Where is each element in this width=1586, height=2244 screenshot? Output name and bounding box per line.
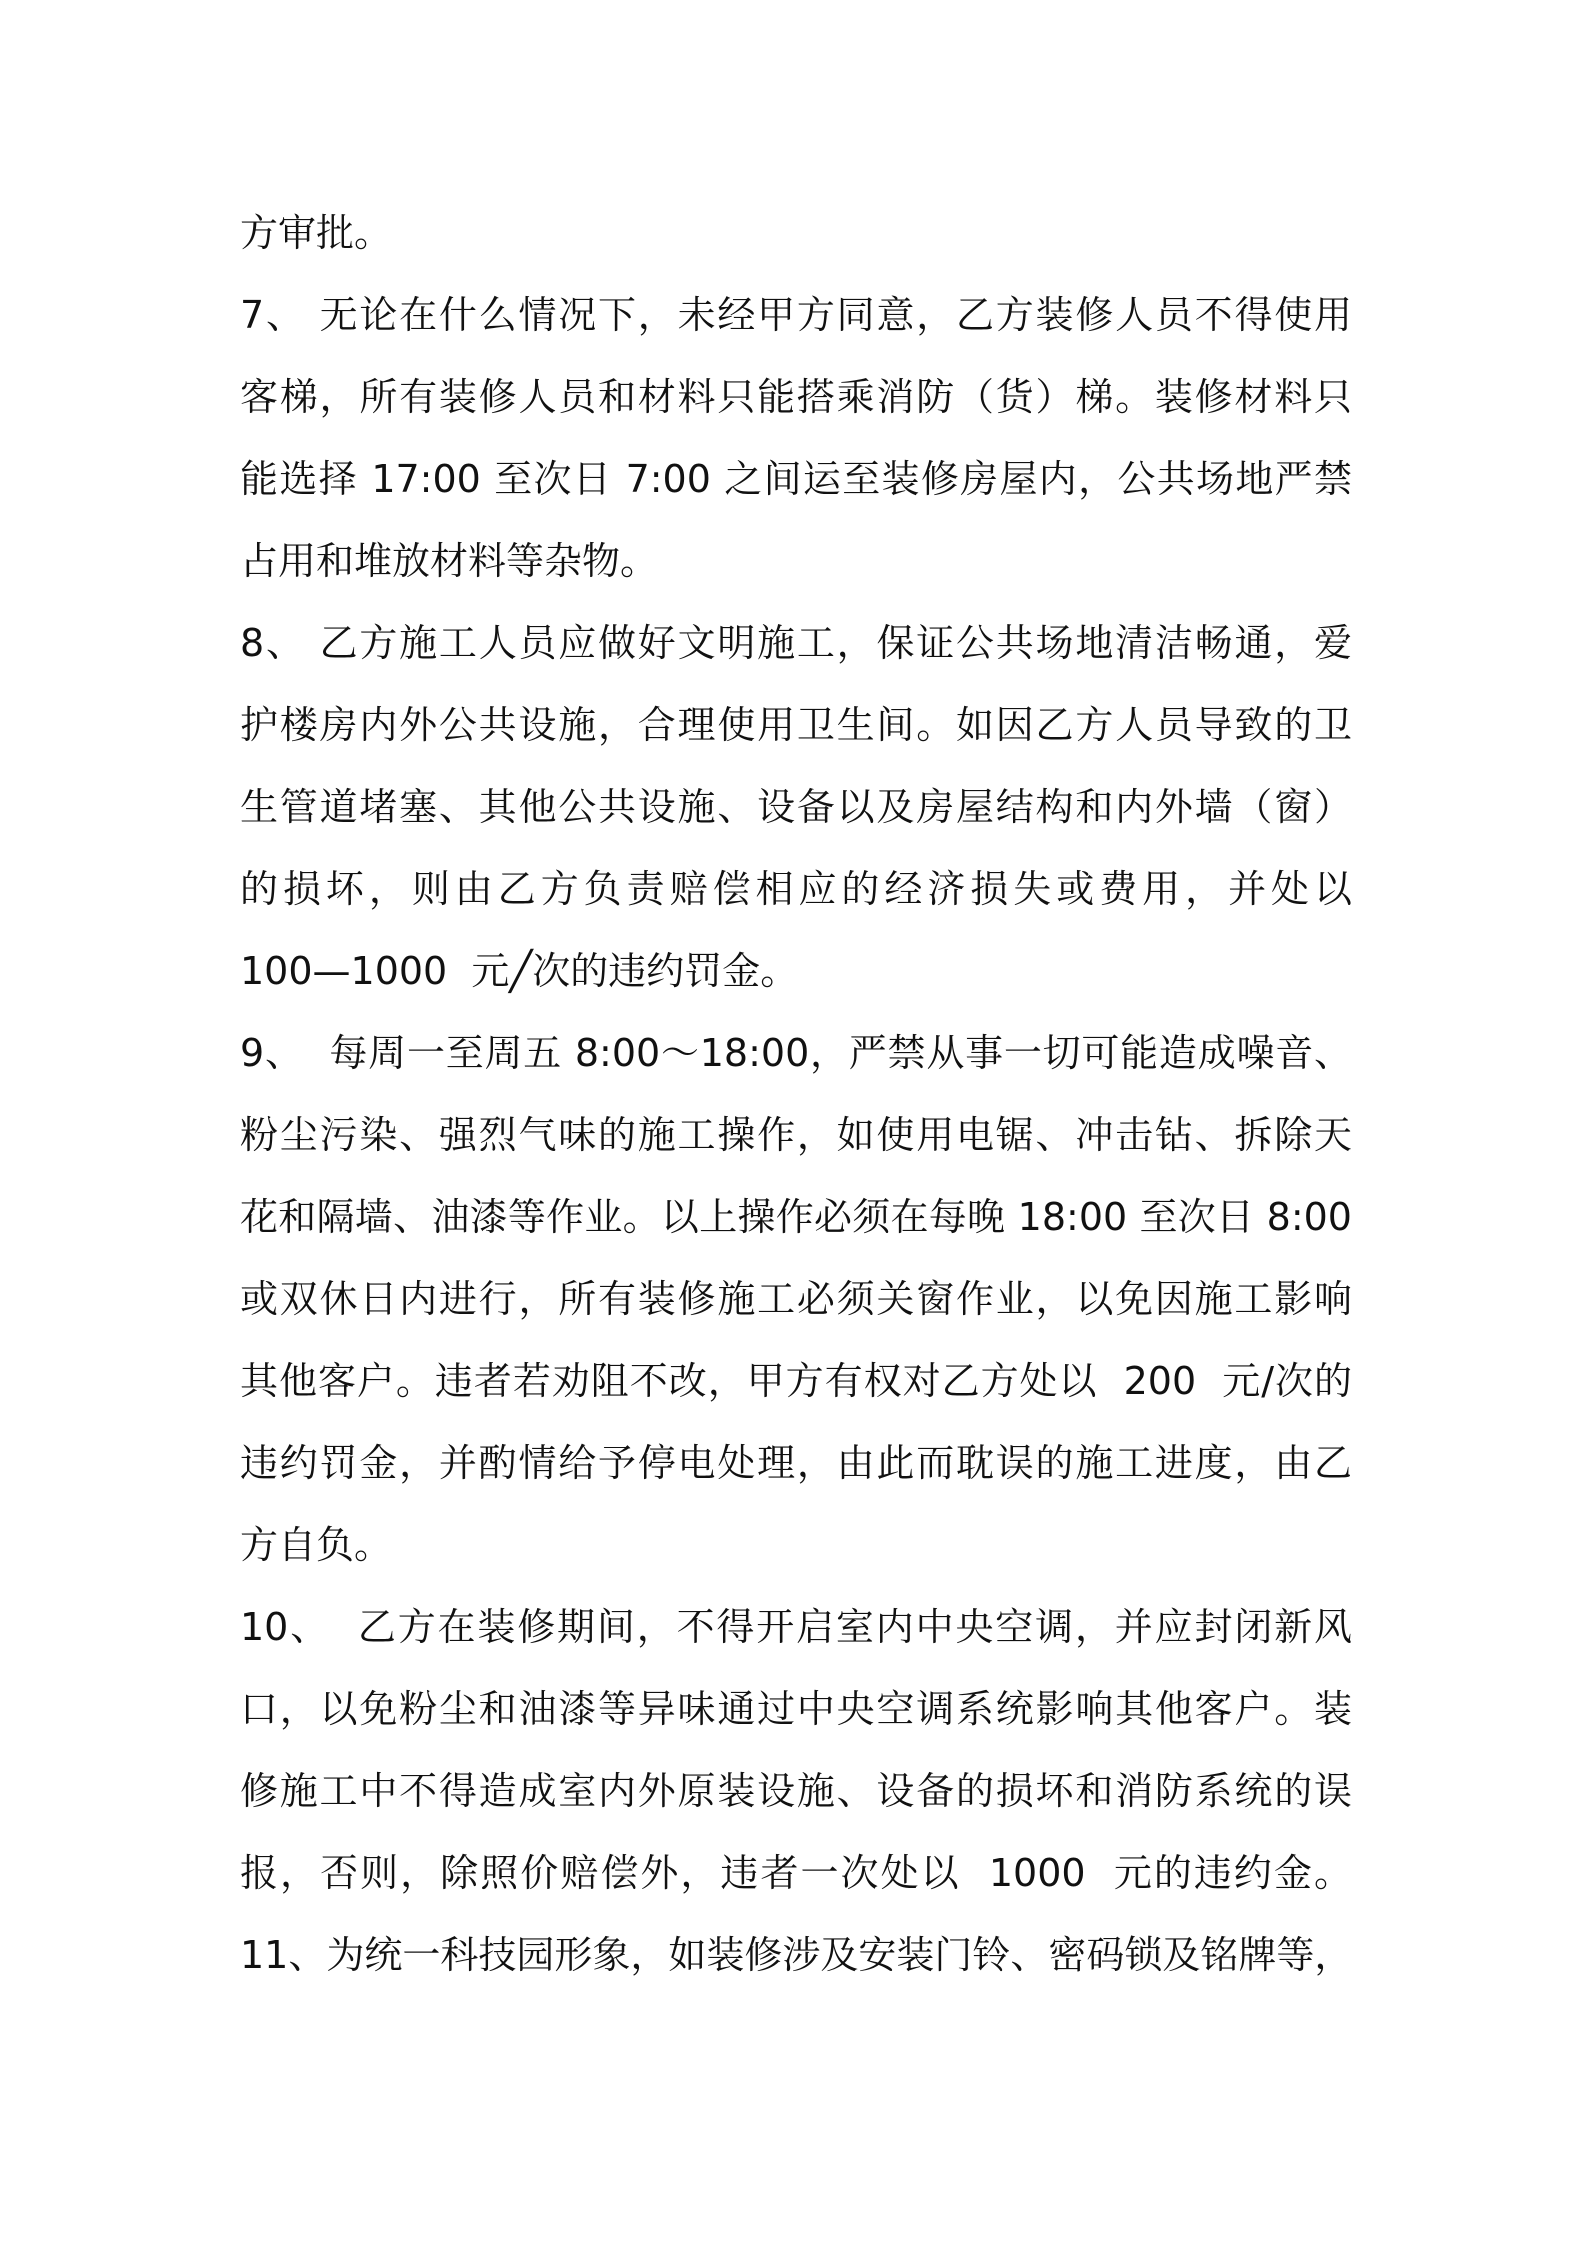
text-line: 7、 无论在什么情况下，未经甲方同意，乙方装修人员不得使用 <box>240 293 1352 337</box>
text-line: 客梯，所有装修人员和材料只能搭乘消防（货）梯。装修材料只 <box>240 375 1352 419</box>
text-line: 9、 每周一至周五 8:00～18:00，严禁从事一切可能造成噪音、 <box>240 1031 1352 1075</box>
text-line: 能选择 17:00 至次日 7:00 之间运至装修房屋内，公共场地严禁 <box>240 457 1352 501</box>
text-line: 花和隔墙、油漆等作业。以上操作必须在每晚 18:00 至次日 8:00 <box>240 1195 1352 1239</box>
text-line: 占用和堆放材料等杂物。 <box>240 539 659 583</box>
text-line: 100—1000 元╱次的违约罚金。 <box>240 949 799 993</box>
text-line: 10、 乙方在装修期间，不得开启室内中央空调，并应封闭新风 <box>240 1605 1352 1649</box>
text-line: 违约罚金，并酌情给予停电处理，由此而耽误的施工进度，由乙 <box>240 1441 1352 1485</box>
text-line: 方自负。 <box>240 1523 393 1567</box>
text-line: 方审批。 <box>240 211 393 255</box>
text-line: 或双休日内进行，所有装修施工必须关窗作业，以免因施工影响 <box>240 1277 1352 1321</box>
text-line: 报，否则，除照价赔偿外，违者一次处以 1000 元的违约金。 <box>240 1851 1352 1895</box>
text-line: 8、 乙方施工人员应做好文明施工，保证公共场地清洁畅通，爱 <box>240 621 1352 665</box>
text-line: 口，以免粉尘和油漆等异味通过中央空调系统影响其他客户。装 <box>240 1687 1352 1731</box>
text-line: 11、为统一科技园形象，如装修涉及安装门铃、密码锁及铭牌等， <box>240 1933 1353 1977</box>
text-line: 粉尘污染、强烈气味的施工操作，如使用电锯、冲击钻、拆除天 <box>240 1113 1352 1157</box>
text-line: 的损坏，则由乙方负责赔偿相应的经济损失或费用，并处以 <box>240 867 1352 911</box>
text-line: 其他客户。违者若劝阻不改，甲方有权对乙方处以 200 元/次的 <box>240 1359 1352 1403</box>
text-line: 生管道堵塞、其他公共设施、设备以及房屋结构和内外墙（窗） <box>240 785 1352 829</box>
text-line: 护楼房内外公共设施，合理使用卫生间。如因乙方人员导致的卫 <box>240 703 1352 747</box>
text-line: 修施工中不得造成室内外原装设施、设备的损坏和消防系统的误 <box>240 1769 1352 1813</box>
